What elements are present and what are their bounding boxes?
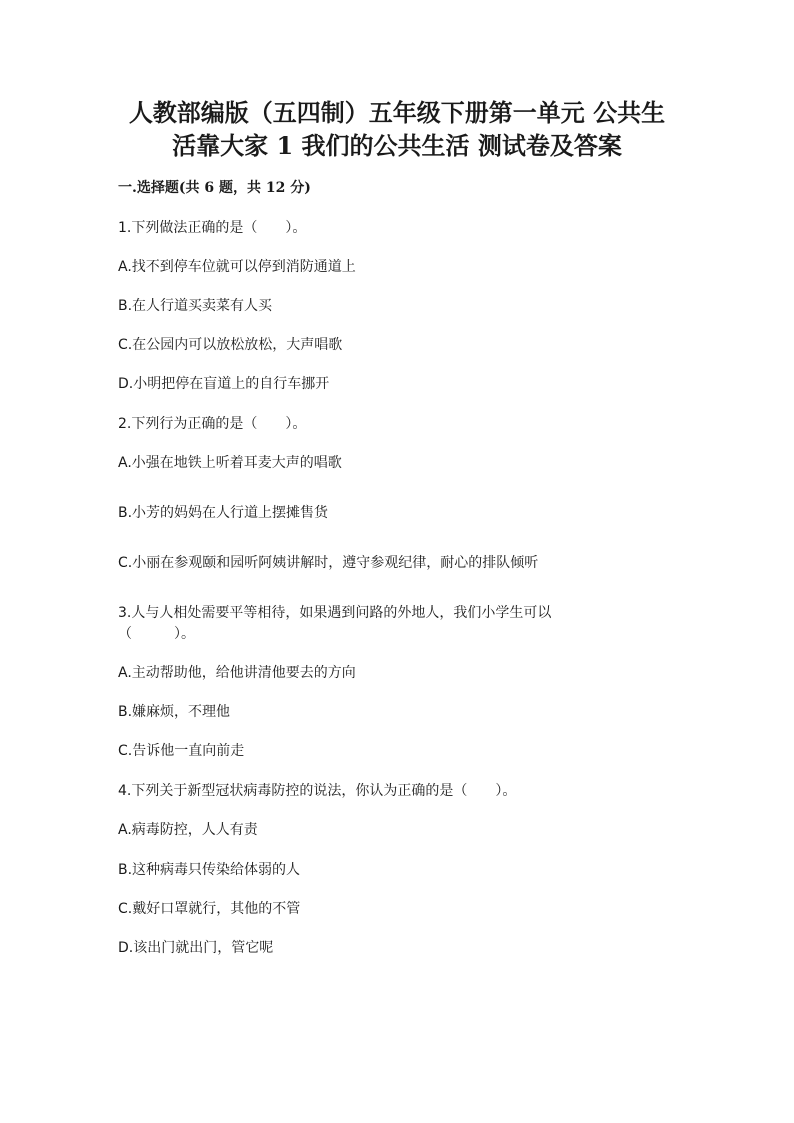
option-b: B.这种病毒只传染给体弱的人 [118,862,301,878]
option-c: C.小丽在参观颐和园听阿姨讲解时，遵守参观纪律，耐心的排队倾听 [118,555,539,571]
option-d: D.小明把停在盲道上的自行车挪开 [118,376,330,392]
document-title-line-2: 活靠大家 1 我们的公共生活 测试卷及答案 [172,131,622,160]
question-stem-line-2: （ ）。 [118,626,195,642]
option-d: D.该出门就出门，管它呢 [118,940,274,956]
option-b: B.小芳的妈妈在人行道上摆摊售货 [118,505,329,521]
option-a: A.找不到停车位就可以停到消防通道上 [118,259,356,275]
option-a: A.小强在地铁上听着耳麦大声的唱歌 [118,455,342,471]
option-a: A.病毒防控，人人有责 [118,822,258,838]
option-b: B.嫌麻烦，不理他 [118,704,231,720]
question-stem-line-1: 3.人与人相处需要平等相待，如果遇到问路的外地人，我们小学生可以 [118,605,552,621]
option-c: C.戴好口罩就行，其他的不管 [118,901,301,917]
question-stem: 2.下列行为正确的是（ ）。 [118,416,307,432]
question-stem: 4.下列关于新型冠状病毒防控的说法，你认为正确的是（ ）。 [118,783,517,799]
question-stem: 1.下列做法正确的是（ ）。 [118,220,307,236]
section-heading: 一.选择题(共 6 题，共 12 分) [118,180,311,196]
document-title-line-1: 人教部编版（五四制）五年级下册第一单元 公共生 [128,98,666,127]
option-c: C.在公园内可以放松放松，大声唱歌 [118,337,343,353]
option-a: A.主动帮助他，给他讲清他要去的方向 [118,665,356,681]
option-c: C.告诉他一直向前走 [118,743,245,759]
option-b: B.在人行道买卖菜有人买 [118,298,273,314]
